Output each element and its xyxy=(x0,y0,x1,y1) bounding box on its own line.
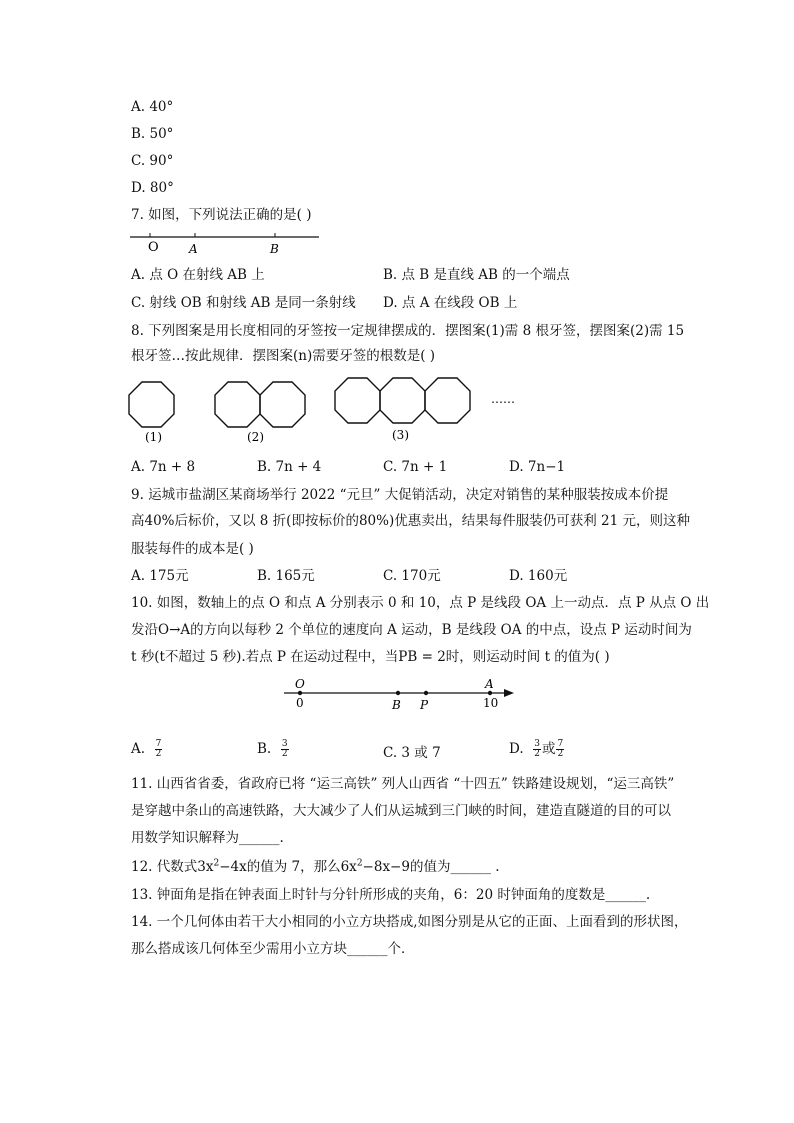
q10-line-3: t 秒(t不超过 5 秒).若点 P 在运动过程中，当PB = 2时，则运动时间 t 的值为( ) xyxy=(131,649,610,665)
q10-label-a: A xyxy=(485,677,494,691)
q13-line: 13. 钟面角是指在钟表面上时针与分针所形成的夹角，6：20 时钟面角的度数是______. xyxy=(131,887,651,903)
q10-line-2: 发沿O→A的方向以每秒 2 个单位的速度向 A 运动，B 是线段 OA 的中点，设点 P 运动时间为 xyxy=(131,622,692,638)
q11-line-1: 11. 山西省省委，省政府已将 “运三高铁” 列人山西省 “十四五” 铁路建设规划，“运三高铁” xyxy=(131,776,675,792)
q8-ellipsis: …… xyxy=(491,392,515,406)
q10-line-1: 10. 如图，数轴上的点 O 和点 A 分别表示 0 和 10，点 P 是线段 OA 上一动点．点 P 从点 O 出 xyxy=(131,595,710,611)
q6-option-d: D. 80° xyxy=(131,180,174,196)
q11-line-3: 用数学知识解释为______. xyxy=(131,830,284,846)
q9-line-2: 高40%后标价，又以 8 折(即按标价的80%)优惠卖出，结果每件服装仍可获利 21 元，则这种 xyxy=(131,513,690,529)
q9-line-3: 服装每件的成本是( ) xyxy=(131,541,254,557)
q9-line-1: 9. 运城市盐湖区某商场举行 2022 “元旦” 大促销活动，决定对销售的某种服装按成本价提 xyxy=(131,487,669,503)
q9-option-c: C. 170元 xyxy=(383,568,441,584)
q10-label-ten: 10 xyxy=(483,696,499,710)
q10-option-a-fraction: $\frac{7}{2}$ xyxy=(155,739,162,759)
q10-option-d-fraction-1: $\frac{3}{2}$ xyxy=(534,739,540,759)
q6-option-b: B. 50° xyxy=(131,126,174,142)
q12-line: 12. 代数式$3x^2-4x$的值为 7，那么$6x^2-8x-9$的值为______ . xyxy=(131,858,500,875)
q7-label-o: O xyxy=(148,240,159,255)
q10-label-o: O xyxy=(295,677,305,691)
q10-option-d-fraction-2: $\frac{7}{2}$ xyxy=(557,739,564,759)
q8-caption-3: (3) xyxy=(392,428,409,442)
q8-caption-1: (1) xyxy=(145,430,162,444)
q7-option-c: C. 射线 OB 和射线 AB 是同一条射线 xyxy=(131,295,356,311)
q10-label-zero: 0 xyxy=(296,696,304,710)
q8-option-d: D. 7n−1 xyxy=(509,459,566,475)
q7-option-b: B. 点 B 是直线 AB 的一个端点 xyxy=(383,267,570,283)
q7-option-d: D. 点 A 在线段 OB 上 xyxy=(383,295,518,311)
q10-point-a xyxy=(488,691,492,695)
q7-ray-figure xyxy=(128,230,323,260)
q10-point-o xyxy=(298,691,302,695)
q10-option-b-fraction: $\frac{3}{2}$ xyxy=(281,739,288,759)
q7-label-a: A xyxy=(189,242,198,256)
q8-octagon-patterns xyxy=(120,370,520,450)
q7-stem: 7. 如图，下列说法正确的是( ) xyxy=(131,207,312,223)
q6-option-c: C. 90° xyxy=(131,153,174,169)
q7-label-b: B xyxy=(270,242,279,256)
q8-option-a: A. 7n + 8 xyxy=(131,459,196,475)
q9-option-d: D. 160元 xyxy=(509,568,568,584)
q14-line-1: 14. 一个几何体由若干大小相同的小立方块搭成,如图分别是从它的正面、上面看到的形状图， xyxy=(131,914,688,930)
q10-point-b xyxy=(396,691,400,695)
q14-line-2: 那么搭成该几何体至少需用小立方块______个． xyxy=(131,941,415,957)
q10-point-p xyxy=(424,691,428,695)
q8-line-1: 8. 下列图案是用长度相同的牙签按一定规律摆成的．摆图案(1)需 8 根牙签，摆图案(2)需 15 xyxy=(131,323,685,339)
q10-option-b: B. $\frac{3}{2}$ xyxy=(257,739,288,759)
q10-option-a: A. $\frac{7}{2}$ xyxy=(131,739,162,759)
q9-option-b: B. 165元 xyxy=(257,568,315,584)
q10-option-c: C. 3 或 7 xyxy=(383,745,441,761)
q10-label-b: B xyxy=(392,698,401,712)
q8-option-c: C. 7n + 1 xyxy=(383,459,448,475)
q10-number-line xyxy=(280,676,520,716)
q7-option-a: A. 点 O 在射线 AB 上 xyxy=(131,267,265,283)
q11-line-2: 是穿越中条山的高速铁路，大大减少了人们从运城到三门峡的时间，建造直隧道的目的可以 xyxy=(131,803,671,819)
q10-label-p: P xyxy=(420,698,429,712)
q6-option-a: A. 40° xyxy=(131,99,174,115)
q8-caption-2: (2) xyxy=(247,430,264,444)
q10-option-d: D. $\frac{3}{2}$ 或 $\frac{7}{2}$ xyxy=(509,739,564,759)
q9-option-a: A. 175元 xyxy=(131,568,189,584)
q8-line-2: 根牙签…按此规律．摆图案(n)需要牙签的根数是( ) xyxy=(131,348,436,364)
q8-option-b: B. 7n + 4 xyxy=(257,459,322,475)
